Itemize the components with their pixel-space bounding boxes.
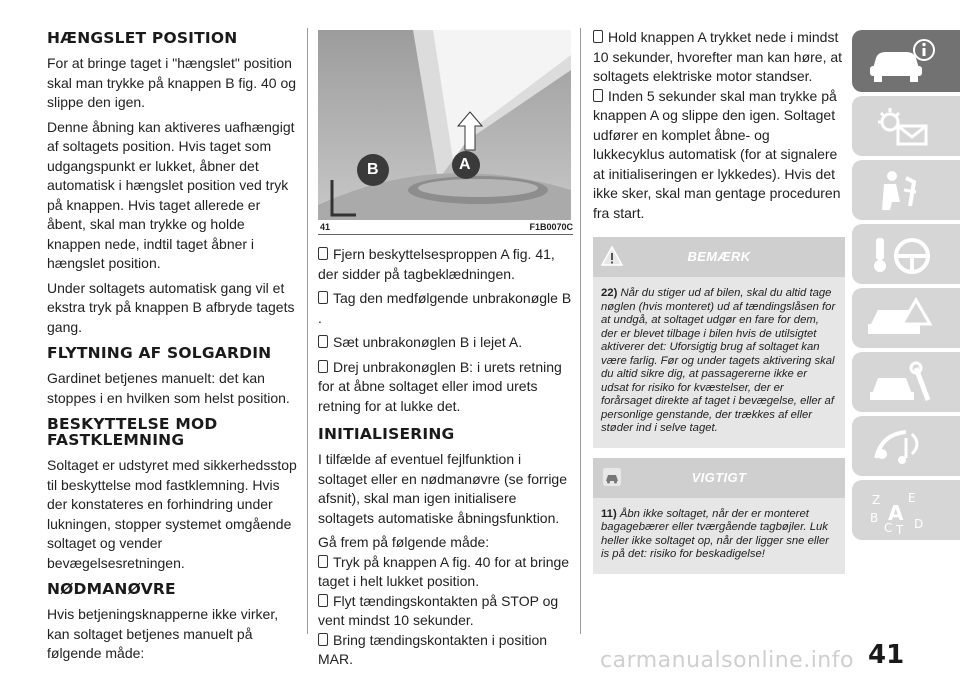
note-body	[593, 277, 845, 436]
svg-text:C: C	[884, 521, 893, 534]
warning-car-icon	[866, 296, 936, 342]
sunroof-illustration	[318, 30, 571, 220]
bullet-item: Hold knappen A trykket nede i mindst 10 sekunder, hvorefter man kan høre, at soltagets elektriske motor standser.	[593, 29, 843, 84]
checkbox-bullet-icon	[318, 594, 328, 607]
airbag-seat-icon	[866, 168, 936, 214]
heading-beskyttelse-mod-fastklemning: BESKYTTELSE MOD FASTKLEMNING	[47, 415, 218, 449]
column-divider	[580, 28, 581, 634]
svg-text:E: E	[908, 491, 916, 505]
checkbox-bullet-icon	[593, 30, 603, 43]
key-steering-icon	[866, 232, 936, 278]
paragraph: Hvis betjeningsknapperne ikke virker, kan soltaget betjenes manuelt på følgende måde:	[47, 606, 279, 661]
paragraph: For at bringe taget i "hængslet" position skal man trykke på knappen B fig. 40 og slippe den igen.	[47, 55, 297, 110]
column-3	[593, 28, 845, 584]
figure-41-sunroof	[318, 30, 571, 220]
column-2	[318, 30, 573, 675]
note-header	[593, 458, 845, 498]
lights-mail-icon	[866, 104, 936, 150]
paragraph: Soltaget er udstyret med sikkerhedsstop til beskyttelse mod fastklemning. Hvis der konstateres en forhindring under lukningen, stopper systemet omgående soltaget og vender bevægelsesretningen.	[47, 457, 297, 571]
note-title: BEMÆRK	[687, 249, 751, 264]
checkbox-bullet-icon	[318, 335, 328, 348]
tab-maintenance[interactable]	[852, 352, 960, 412]
tab-multimedia[interactable]	[852, 416, 960, 476]
figure-label-b: B	[367, 161, 379, 178]
note-text: Åbn ikke soltaget, når der er monteret bagagebærer eller tværgående tagbøjler. Luk heller ikke soltaget op, når der ligger sne eller is på det: risiko for beskadigelse!	[601, 507, 829, 560]
index-letters-icon	[866, 488, 936, 534]
tab-starting-driving[interactable]	[852, 224, 960, 284]
tab-index[interactable]	[852, 480, 960, 540]
note-box-vigtigt	[593, 458, 845, 574]
bullet-item: Sæt unbrakonøglen B i lejet A.	[318, 333, 573, 353]
checkbox-bullet-icon	[318, 633, 328, 646]
heading-haengslet-position: HÆNGSLET POSITION	[47, 29, 238, 47]
tab-car-info[interactable]	[852, 30, 960, 92]
figure-number: 41	[320, 222, 331, 232]
heading-flytning-af-solgardin: FLYTNING AF SOLGARDIN	[47, 344, 272, 362]
heading-nodmanovre: NØDMANØVRE	[47, 580, 176, 598]
bullet-item: Fjern beskyttelsesproppen A fig. 41, der sidder på tagbeklædningen.	[318, 246, 555, 282]
note-text: Når du stiger ud af bilen, skal du altid tage nøglen (hvis monteret) ud af tændingslåsen for at undgå, at soltaget udgør en fare for dem, der er blevet tilbage i bilen hvis de utilsigtet aktiverer det: Uforsigtig brug af soltaget kan være farlig. Før og under tagets aktivering skal du altid sikre dig, at passagererne ikke er udsat for risiko for kvæstelser, der er forårsaget direkte af taget i bevægelse, eller af personlige genstande, der trækkes af eller støder ind i selve taget.	[601, 287, 836, 434]
column-divider	[307, 28, 308, 634]
figure-label-a: A	[459, 156, 471, 173]
svg-text:B: B	[870, 511, 879, 525]
tab-emergency[interactable]	[852, 288, 960, 348]
heading-initialisering: INITIALISERING	[318, 425, 455, 443]
figure-caption	[318, 220, 573, 235]
bullet-item: Bring tændingskontakten i position MAR.	[318, 631, 548, 667]
watermark-text: carmanualsonline.info	[600, 648, 854, 673]
paragraph: I tilfælde af eventuel fejlfunktion i soltaget eller en nødmanøvre (se forrige afsnit), skal man igen initialisere soltagets automatiske åbningsfunktion.	[318, 451, 567, 526]
note-box-bemaerk	[593, 237, 845, 448]
checkbox-bullet-icon	[318, 247, 328, 260]
bullet-item: Tryk på knappen A fig. 40 for at bringe taget i helt lukket position.	[318, 553, 570, 589]
note-body	[593, 498, 845, 562]
tab-lights-messages[interactable]	[852, 96, 960, 156]
bullet-item: Inden 5 sekunder skal man trykke på knappen A og slippe den igen. Soltaget udfører en komplet åbne- og lukkecyklus automatisk (for at signalere at initialiseringen er lykkedes). Hvis det ikke sker, skal man gentage proceduren fra start.	[593, 87, 841, 221]
car-info-icon	[866, 38, 936, 84]
paragraph: Gå frem på følgende måde:	[318, 534, 490, 550]
checkbox-bullet-icon	[593, 89, 603, 102]
column-1	[47, 28, 297, 669]
bullet-item: Tag den medfølgende unbrakonøgle B .	[318, 290, 572, 326]
bullet-item: Flyt tændingskontakten på STOP og vent mindst 10 sekunder.	[318, 592, 559, 628]
checkbox-bullet-icon	[318, 555, 328, 568]
checkbox-bullet-icon	[318, 291, 328, 304]
chapter-tabs	[852, 30, 960, 544]
svg-text:T: T	[896, 523, 904, 534]
multimedia-icon	[866, 424, 936, 470]
paragraph: Denne åbning kan aktiveres uafhængigt af soltagets position. Hvis taget som udgangspunkt er lukket, åbner det automatisk i hængslet position ved tryk på knappen. Hvis taget allerede er åbent, skal man trykke og holde knappen nede, indtil taget åbner i hængslet position.	[47, 118, 295, 271]
bullet-item: Drej unbrakonøglen B: i urets retning for at åbne soltaget eller imod urets retning for at lukke det.	[318, 358, 562, 414]
note-title: VIGTIGT	[691, 469, 747, 485]
svg-text:D: D	[914, 517, 924, 531]
note-number: 11)	[601, 507, 617, 520]
svg-text:A: A	[888, 501, 904, 525]
checkbox-bullet-icon	[318, 360, 328, 373]
page-number: 41	[868, 640, 905, 670]
tab-safety[interactable]	[852, 160, 960, 220]
service-tools-icon	[866, 360, 936, 406]
svg-text:Z: Z	[872, 493, 881, 507]
note-header	[593, 237, 845, 277]
figure-code: F1B0070C	[529, 222, 573, 232]
paragraph: Gardinet betjenes manuelt: det kan stoppes i en hvilken som helst position.	[47, 370, 290, 406]
note-number: 22)	[601, 287, 618, 299]
paragraph: Under soltagets automatisk gang vil et ekstra tryk på knappen B afbryde tagets gang.	[47, 279, 295, 335]
